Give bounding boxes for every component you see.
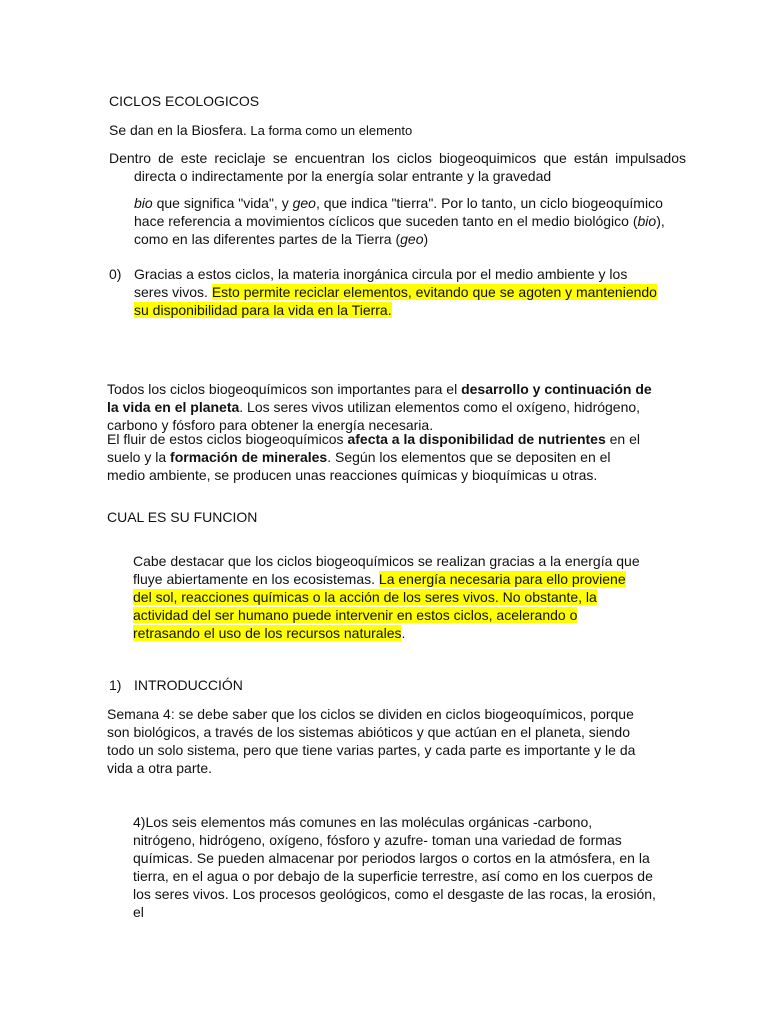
paragraph-cabe: Cabe destacar que los ciclos biogeoquímicos se realizan gracias a la energía que fluye abiertamente en los ecosistemas. La energía necesaria para ello proviene del sol, reacciones químicas o la acción de los seres vivos. No obstante, la actividad del ser humano puede intervenir en estos ciclos, acelerando o retrasando el uso de los recursos naturales. xyxy=(133,553,640,641)
list-item-text: Gracias a estos ciclos, la materia inorgánica circula por el medio ambiente y los seres vivos. Esto permite reciclar elementos, evitando que se agoten y manteniendo su disponibilidad para la vida en la Tierra. xyxy=(134,266,657,318)
intro-line: Se dan en la Biosfera. La forma como un elemento xyxy=(109,122,413,138)
list-number: 0) xyxy=(109,266,122,282)
heading-funcion: CUAL ES SU FUNCION xyxy=(107,509,258,525)
list-item-1 xyxy=(109,676,509,694)
highlighted-text: La energía necesaria para ello proviene del sol, reacciones químicas o la acción de los seres vivos. No obstante, la actividad del ser humano puede intervenir en estos ciclos, acelerando o retrasando el uso de los recursos naturales xyxy=(133,571,626,641)
paragraph-fluir: El fluir de estos ciclos biogeoquímicos afecta a la disponibilidad de nutrientes en el suelo y la formación de minerales. Según los elementos que se depositen en el medio ambiente, se producen unas reacciones químicas y bioquímicas u otras. xyxy=(107,431,640,483)
highlighted-text: Esto permite reciclar elementos, evitando que se agoten y manteniendo su disponibilidad para la vida en la Tierra. xyxy=(134,284,657,318)
paragraph-todos: Todos los ciclos biogeoquímicos son importantes para el desarrollo y continuación de la vida en el planeta. Los seres vivos utilizan elementos como el oxígeno, hidrógeno, carbono y fósforo para obtener la energía necesaria. xyxy=(107,381,652,433)
paragraph-semana: Semana 4: se debe saber que los ciclos se dividen en ciclos biogeoquímicos, porque son biológicos, a través de los sistemas abióticos y que actúan en el planeta, siendo todo un solo sistema, pero que tiene varias partes, y cada parte es importante y le da vida a otra parte. xyxy=(107,706,636,776)
paragraph-bio-geo: bio que significa "vida", y geo, que indica "tierra". Por lo tanto, un ciclo biogeoquímico hace referencia a movimientos cíclicos que suceden tanto en el medio biológico (bio), como en las diferentes partes de la Tierra (geo) xyxy=(134,195,665,247)
paragraph-dentro: Dentro de este reciclaje se encuentran los ciclos biogeoquimicos que están impulsados directa o indirectamente por la energía solar entrante y la gravedad xyxy=(109,150,686,184)
list-number: 1) xyxy=(109,677,122,693)
paragraph-seis-elementos: 4)Los seis elementos más comunes en las moléculas orgánicas -carbono, nitrógeno, hidrógeno, oxígeno, fósforo y azufre- toman una variedad de formas químicas. Se pueden almacenar por periodos largos o cortos en la atmósfera, en la tierra, en el agua o por debajo de la superficie terrestre, así como en los cuerpos de los seres vivos. Los procesos geológicos, como el desgaste de las rocas, la erosión, el xyxy=(133,814,656,920)
section-heading-introduccion: INTRODUCCIÓN xyxy=(134,677,243,693)
list-item-0 xyxy=(109,265,661,325)
document-title: CICLOS ECOLOGICOS xyxy=(109,93,260,109)
